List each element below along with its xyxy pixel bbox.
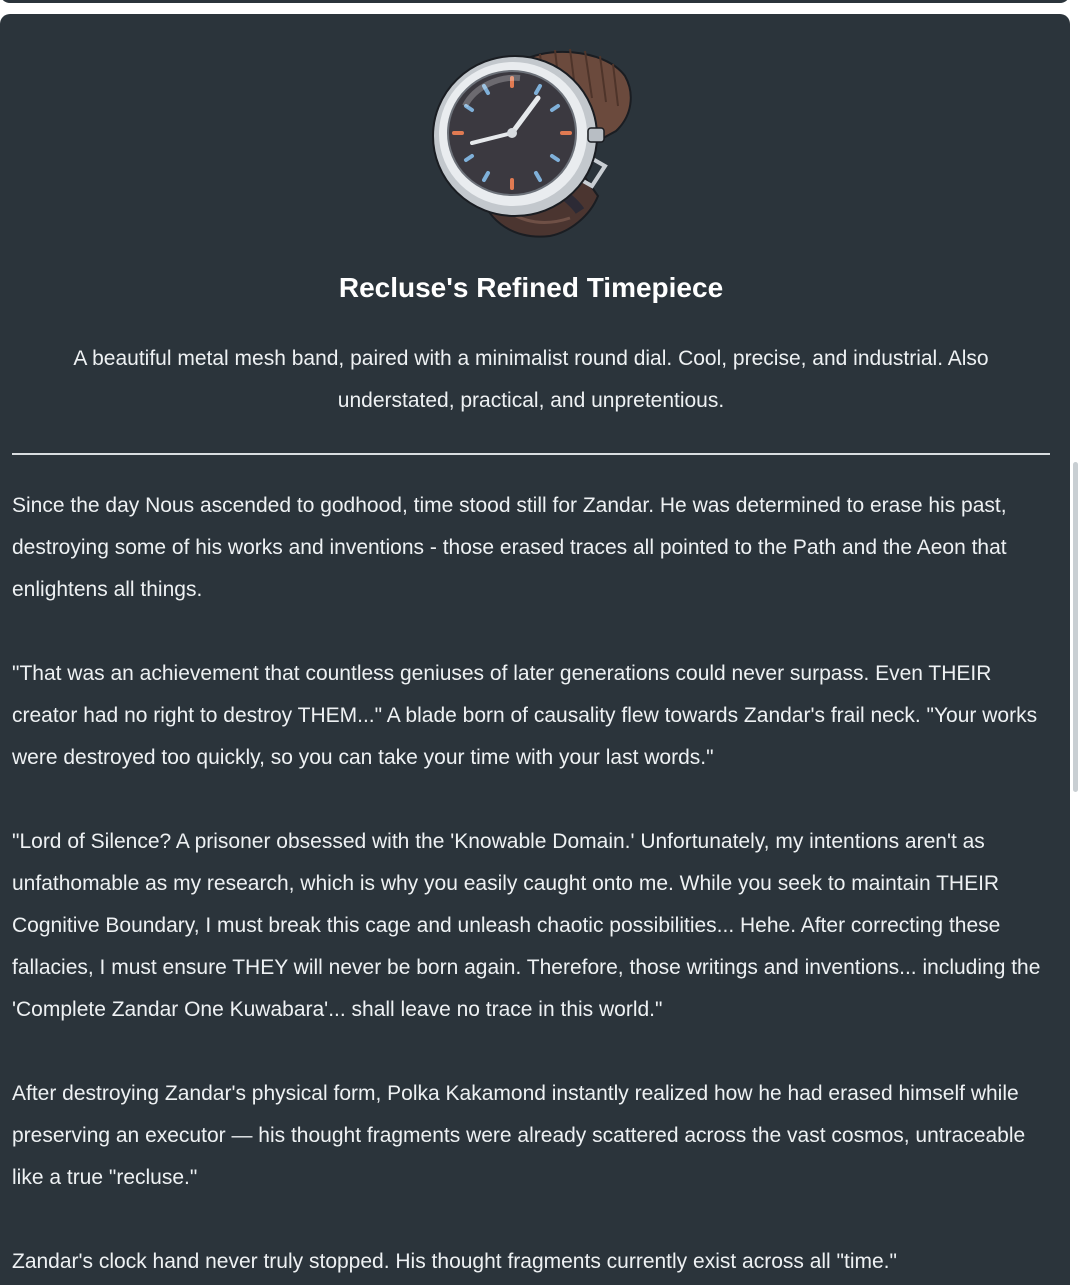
story-text [12, 485, 1052, 1285]
relic-detail-card [0, 14, 1070, 1285]
story-paragraph: Since the day Nous ascended to godhood, time stood still for Zandar. He was determined to erase his past, destroying some of his works and inventions - those erased traces all pointed to the Path and the Aeon that enlightens all things. [12, 494, 1007, 601]
wristwatch-image [420, 36, 640, 246]
previous-card-edge [0, 0, 1070, 3]
section-divider [12, 453, 1050, 455]
scrollbar-thumb[interactable] [1073, 462, 1078, 792]
story-paragraph: "That was an achievement that countless geniuses of later generations could never surpass. Even THEIR creator had no right to destroy THEM..." A blade born of causality flew towards Zandar's frail neck. "Your works were destroyed too quickly, so you can take your time with your last words." [12, 662, 1038, 769]
item-description: A beautiful metal mesh band, paired with a minimalist round dial. Cool, precise, and industrial. Also understated, practical, and unpretentious. [73, 347, 989, 412]
story-paragraph: Zandar's clock hand never truly stopped. His thought fragments currently exist across all "time." [12, 1250, 897, 1273]
wristwatch-icon [420, 36, 640, 246]
story-paragraph: "Lord of Silence? A prisoner obsessed with the 'Knowable Domain.' Unfortunately, my intentions aren't as unfathomable as my research, which is why you easily caught onto me. While you seek to maintain THEIR Cognitive Boundary, I must break this cage and unleash chaotic possibilities... Hehe. After correcting these fallacies, I must ensure THEY will never be born again. Therefore, those writings and inventions... including the 'Complete Zandar One Kuwabara'... shall leave no trace in this world." [12, 830, 1041, 1021]
story-paragraph: After destroying Zandar's physical form, Polka Kakamond instantly realized how he had erased himself while preserving an executor — his thought fragments were already scattered across the vast cosmos, untraceable like a true "recluse." [12, 1082, 1026, 1189]
item-title: Recluse's Refined Timepiece [338, 272, 724, 303]
